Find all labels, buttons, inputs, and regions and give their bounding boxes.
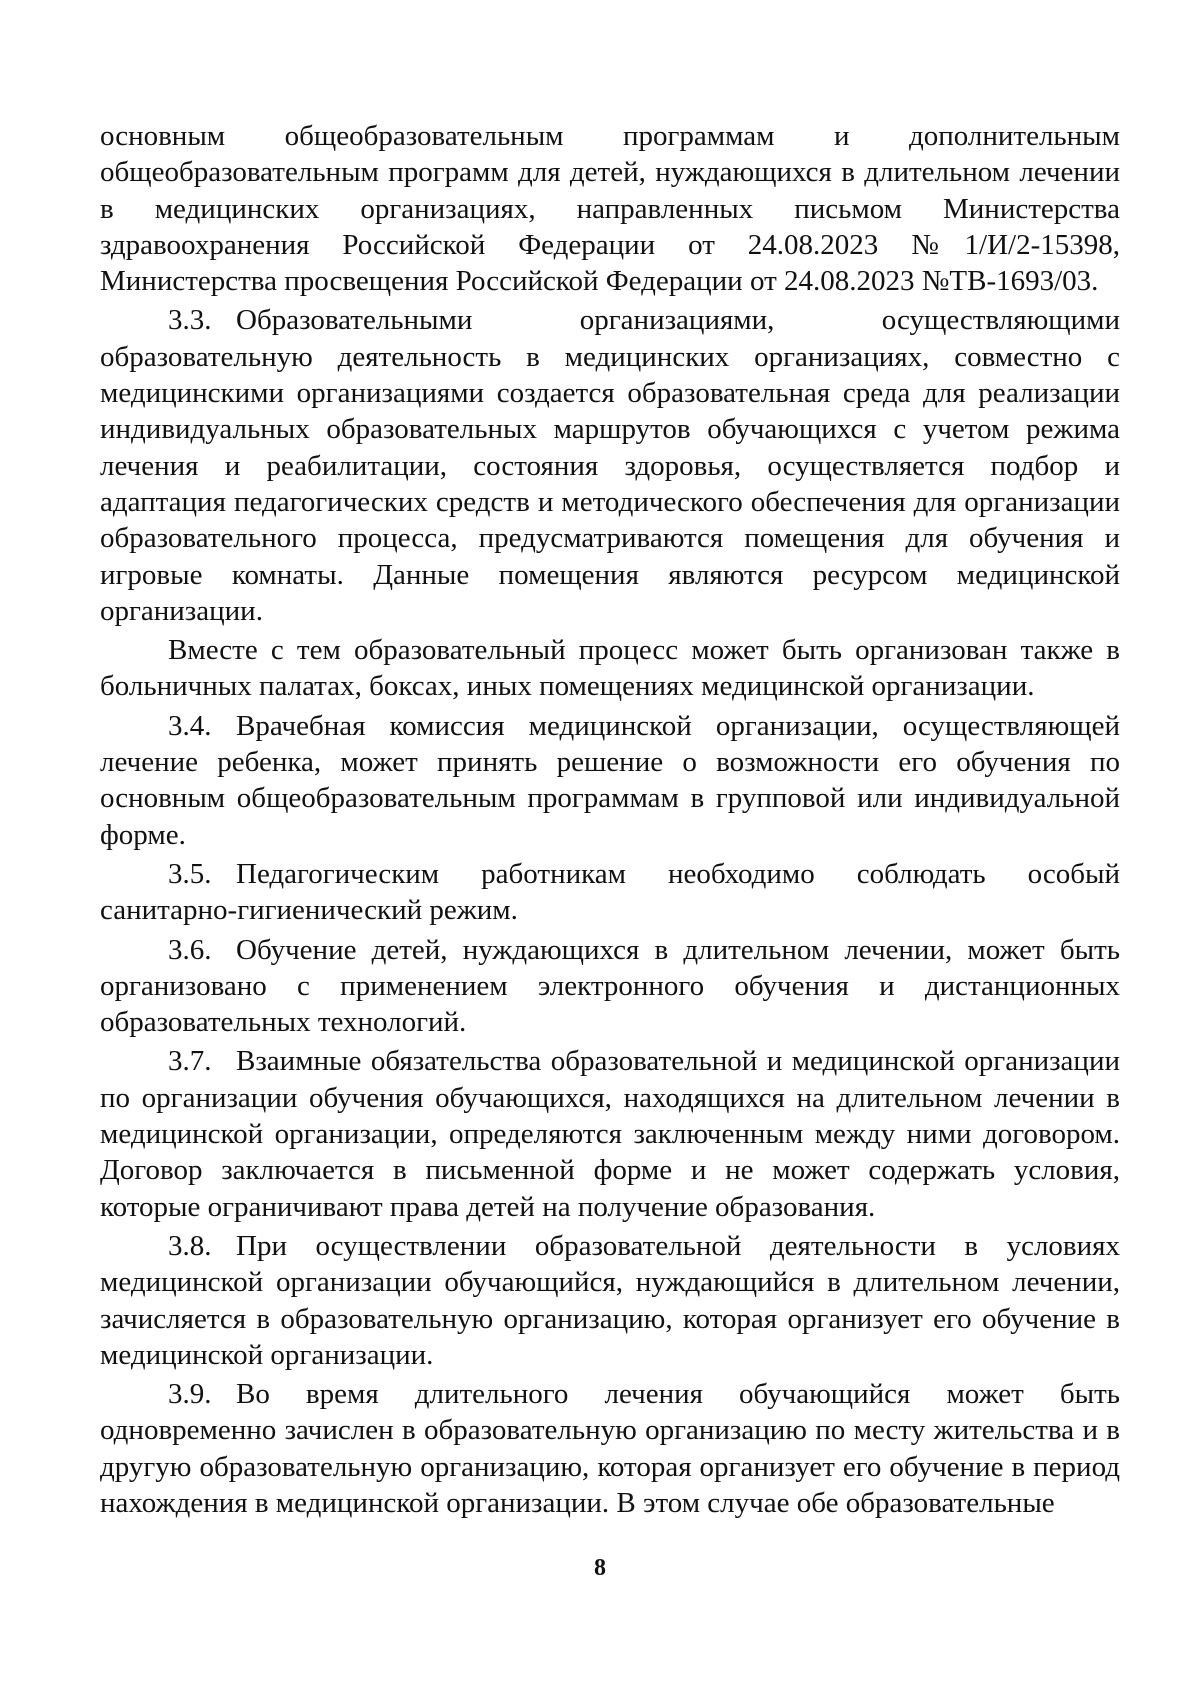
paragraph-number: 3.3. bbox=[168, 304, 212, 337]
paragraph-number: 3.7. bbox=[168, 1045, 212, 1078]
paragraph-text: Во время длительного лечения обучающийся может быть одновременно зачислен в образовательную организацию по месту жительства и в другую образовательную организацию, которая организует его обучение в период нахождения в медицинской организации. В этом случае обе образовательные bbox=[100, 1378, 1120, 1519]
paragraph-3-6 bbox=[100, 932, 1120, 1041]
document-body bbox=[100, 118, 1120, 1521]
paragraph-3-3-continuation bbox=[100, 632, 1120, 705]
paragraph-3-7 bbox=[100, 1043, 1120, 1224]
paragraph-number: 3.4. bbox=[168, 709, 212, 742]
paragraph-text: Обучение детей, нуждающихся в длительном лечении, может быть организовано с применением электронного обучения и дистанционных образовательных технологий. bbox=[100, 933, 1120, 1039]
paragraph-3-4 bbox=[100, 708, 1120, 853]
paragraph-text: Образовательными организациями, осуществляющими образовательную деятельность в медицинских организациях, совместно с медицинскими организациями создается образовательная среда для реализации индивидуальных образовательных маршрутов обучающихся с учетом режима лечения и реабилитации, состояния здоровья, осуществляется подбор и адаптация педагогических средств и методического обеспечения для организации образовательного процесса, предусматриваются помещения для обучения и игровые комнаты. Данные помещения являются ресурсом медицинской организации. bbox=[100, 304, 1120, 627]
paragraph-text: Педагогическим работникам необходимо соблюдать особый санитарно-гигиенический режим. bbox=[100, 857, 1120, 927]
paragraph-text: Врачебная комиссия медицинской организации, осуществляющей лечение ребенка, может принять решение о возможности его обучения по основным общеобразовательным программам в групповой или индивидуальной форме. bbox=[100, 709, 1120, 851]
page-number: 8 bbox=[594, 1555, 606, 1581]
paragraph-3-8 bbox=[100, 1228, 1120, 1373]
paragraph-3-3 bbox=[100, 302, 1120, 629]
paragraph-3-5 bbox=[100, 856, 1120, 929]
paragraph-number: 3.6. bbox=[168, 933, 212, 966]
paragraph-number: 3.9. bbox=[168, 1378, 212, 1411]
paragraph-3-9 bbox=[100, 1376, 1120, 1521]
paragraph-text: Вместе с тем образовательный процесс может быть организован также в больничных палатах, боксах, иных помещениях медицинской организации. bbox=[100, 634, 1120, 703]
paragraph-text: При осуществлении образовательной деятельности в условиях медицинской организации обучающийся, нуждающийся в длительном лечении, зачисляется в образовательную организацию, которая организует его обучение в медицинской организации. bbox=[100, 1229, 1120, 1371]
paragraph-number: 3.8. bbox=[168, 1229, 212, 1262]
paragraph-continuation bbox=[100, 118, 1120, 299]
paragraph-text: основным общеобразовательным программам и дополнительным общеобразовательным программ для детей, нуждающихся в длительном лечении в медицинских организациях, направленных письмом Министерства здравоохранения Российской Федерации от 24.08.2023 №1/И/2-15398, Министерства просвещения Российской Федерации от 24.08.2023 №ТВ-1693/03. bbox=[100, 120, 1120, 298]
paragraph-text: Взаимные обязательства образовательной и медицинской организации по организации обучения обучающихся, находящихся на длительном лечении в медицинской организации, определяются заключенным между ними договором. Договор заключается в письменной форме и не может содержать условия, которые ограничивают права детей на получение образования. bbox=[100, 1045, 1120, 1223]
paragraph-number: 3.5. bbox=[168, 857, 212, 890]
